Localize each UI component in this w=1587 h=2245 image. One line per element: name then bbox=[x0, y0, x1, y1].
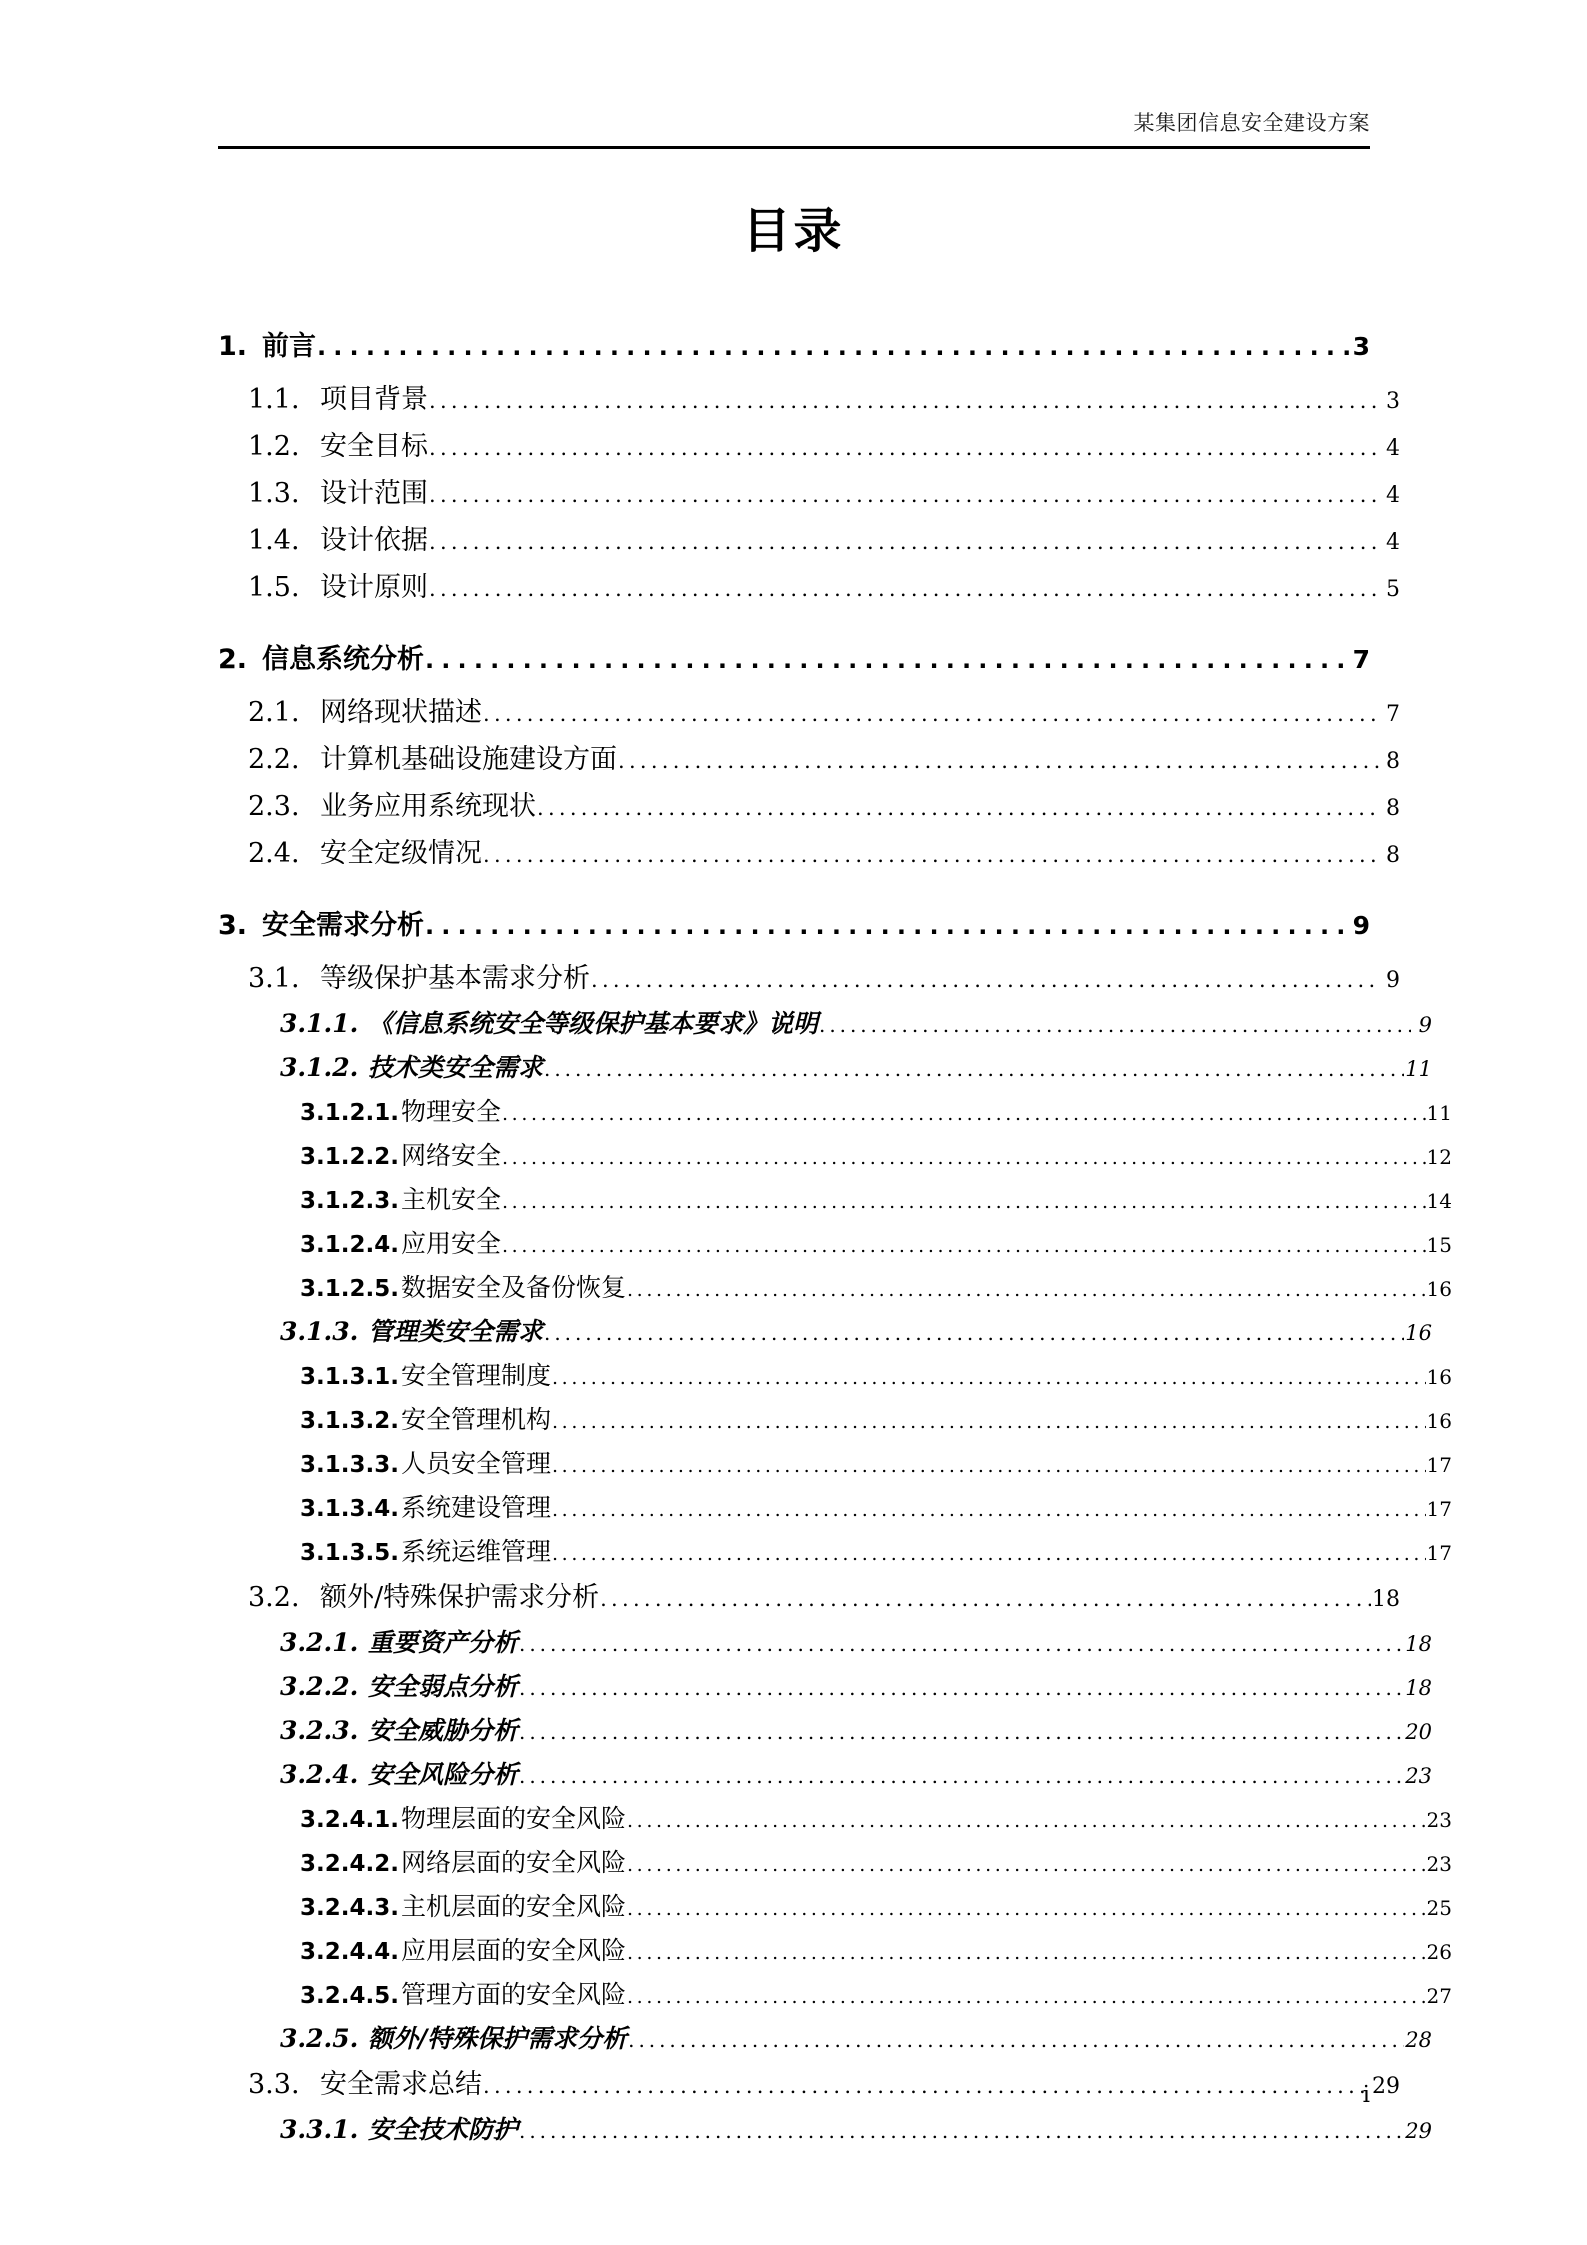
toc-entry-number: 3.2.4. bbox=[280, 1760, 359, 1789]
toc-entry[interactable] bbox=[218, 830, 1400, 877]
toc-entry-label: 数据安全及备份恢复 bbox=[400, 1273, 626, 1302]
toc-entry-page-number: 23 bbox=[1426, 1808, 1452, 1832]
toc-entry[interactable] bbox=[218, 783, 1400, 830]
toc-entry-number: 2.2. bbox=[248, 744, 300, 775]
toc-entry-label: 网络层面的安全风险 bbox=[400, 1848, 626, 1877]
toc-entry-label: 网络安全 bbox=[400, 1141, 501, 1170]
toc-leader-dots bbox=[429, 519, 1379, 566]
toc-entry-page-number: 9 bbox=[1386, 968, 1400, 993]
toc-entry-page-number: 17 bbox=[1426, 1453, 1452, 1477]
table-of-contents bbox=[218, 318, 1452, 2152]
toc-leader-dots bbox=[519, 1754, 1404, 1798]
toc-entry-page-number: 18 bbox=[1372, 1587, 1400, 1612]
toc-entry[interactable] bbox=[218, 1621, 1432, 1665]
toc-entry[interactable] bbox=[218, 1310, 1432, 1354]
toc-leader-dots bbox=[519, 1622, 1404, 1666]
toc-entry-page-number: 20 bbox=[1405, 1720, 1432, 1744]
toc-entry-page-number: 8 bbox=[1386, 843, 1400, 868]
toc-leader-dots bbox=[429, 472, 1379, 519]
toc-entry-number: 3.1.2.1. bbox=[300, 1100, 399, 1126]
toc-entry-number: 3.2.4.4. bbox=[300, 1939, 399, 1965]
toc-leader-dots bbox=[317, 318, 1349, 376]
toc-entry-number: 3.1.2.3. bbox=[300, 1188, 399, 1214]
toc-entry[interactable] bbox=[218, 1929, 1452, 1973]
toc-entry[interactable] bbox=[218, 1090, 1452, 1134]
toc-entry-page-number: 4 bbox=[1386, 436, 1400, 461]
toc-entry-number: 3.1.3.4. bbox=[300, 1496, 399, 1522]
toc-leader-dots bbox=[502, 1092, 1426, 1136]
toc-entry[interactable] bbox=[218, 1222, 1452, 1266]
toc-entry-number: 3.1.1. bbox=[280, 1009, 359, 1038]
toc-entry[interactable] bbox=[218, 1574, 1400, 1621]
toc-entry-number: 3.2.3. bbox=[280, 1716, 359, 1745]
toc-leader-dots bbox=[425, 897, 1349, 955]
toc-leader-dots bbox=[627, 1931, 1426, 1975]
toc-entry-page-number: 7 bbox=[1352, 645, 1370, 674]
toc-entry-number: 3.2.2. bbox=[280, 1672, 359, 1701]
toc-entry[interactable] bbox=[218, 1002, 1432, 1046]
toc-entry-label: 管理方面的安全风险 bbox=[400, 1980, 626, 2009]
toc-entry-label: 安全定级情况 bbox=[320, 838, 482, 869]
toc-entry-label: 设计依据 bbox=[320, 525, 428, 556]
toc-entry-page-number: 8 bbox=[1386, 796, 1400, 821]
toc-entry-label: 设计原则 bbox=[320, 572, 428, 603]
toc-entry-number: 3.1.3. bbox=[280, 1317, 359, 1346]
toc-entry[interactable] bbox=[218, 423, 1400, 470]
toc-entry-number: 3.1. bbox=[248, 963, 300, 994]
toc-leader-dots bbox=[618, 738, 1379, 785]
toc-entry-page-number: 9 bbox=[1352, 911, 1370, 940]
toc-entry[interactable] bbox=[218, 1665, 1432, 1709]
toc-entry[interactable] bbox=[218, 1442, 1452, 1486]
toc-entry-number: 3.2. bbox=[248, 1582, 300, 1613]
toc-entry-number: 3. bbox=[218, 910, 248, 941]
toc-leader-dots bbox=[502, 1180, 1426, 1224]
toc-entry-number: 3.1.2.2. bbox=[300, 1144, 399, 1170]
toc-leader-dots bbox=[627, 1843, 1426, 1887]
toc-entry-number: 1.1. bbox=[248, 384, 300, 415]
toc-entry-label: 安全目标 bbox=[320, 431, 428, 462]
toc-entry-number: 1. bbox=[218, 331, 248, 362]
toc-entry-page-number: 12 bbox=[1426, 1145, 1452, 1169]
toc-entry-number: 3.1.3.3. bbox=[300, 1452, 399, 1478]
toc-entry-page-number: 26 bbox=[1426, 1940, 1452, 1964]
toc-entry-label: 项目背景 bbox=[320, 384, 428, 415]
toc-leader-dots bbox=[552, 1356, 1426, 1400]
toc-leader-dots bbox=[519, 1666, 1404, 1710]
header-title: 某集团信息安全建设方案 bbox=[1133, 111, 1370, 135]
toc-leader-dots bbox=[544, 1047, 1404, 1091]
toc-entry-number: 1.2. bbox=[248, 431, 300, 462]
toc-entry[interactable] bbox=[218, 631, 1370, 689]
toc-entry-page-number: 16 bbox=[1405, 1321, 1432, 1345]
toc-entry[interactable] bbox=[218, 897, 1370, 955]
toc-leader-dots bbox=[819, 1003, 1411, 1047]
toc-entry-number: 3.1.3.1. bbox=[300, 1364, 399, 1390]
toc-leader-dots bbox=[552, 1400, 1426, 1444]
page-title: 目录 bbox=[742, 203, 845, 259]
toc-leader-dots bbox=[502, 1136, 1426, 1180]
toc-entry-label: 安全威胁分析 bbox=[368, 1716, 519, 1745]
toc-entry-label: 主机层面的安全风险 bbox=[400, 1892, 626, 1921]
toc-entry[interactable] bbox=[218, 2017, 1432, 2061]
toc-entry-label: 人员安全管理 bbox=[400, 1449, 551, 1478]
toc-entry-page-number: 28 bbox=[1405, 2028, 1432, 2052]
toc-entry-page-number: 16 bbox=[1426, 1409, 1452, 1433]
toc-entry-number: 3.2.4.3. bbox=[300, 1895, 399, 1921]
toc-entry-label: 系统运维管理 bbox=[400, 1537, 551, 1566]
toc-entry-number: 2.3. bbox=[248, 791, 300, 822]
toc-entry-page-number: 11 bbox=[1426, 1101, 1452, 1125]
toc-entry[interactable] bbox=[218, 1885, 1452, 1929]
toc-leader-dots bbox=[483, 832, 1379, 879]
toc-leader-dots bbox=[628, 2018, 1404, 2062]
toc-entry-number: 3.2.1. bbox=[280, 1628, 359, 1657]
toc-entry[interactable] bbox=[218, 1797, 1452, 1841]
toc-entry-label: 管理类安全需求 bbox=[368, 1317, 544, 1346]
toc-entry-page-number: 4 bbox=[1386, 530, 1400, 555]
toc-entry-label: 设计范围 bbox=[320, 478, 428, 509]
toc-entry[interactable] bbox=[218, 1753, 1432, 1797]
toc-entry[interactable] bbox=[218, 1841, 1452, 1885]
toc-entry[interactable] bbox=[218, 517, 1400, 564]
toc-leader-dots bbox=[627, 1268, 1426, 1312]
toc-leader-dots bbox=[429, 425, 1379, 472]
toc-entry-page-number: 17 bbox=[1426, 1541, 1452, 1565]
toc-leader-dots bbox=[600, 1576, 1371, 1623]
toc-entry-label: 额外/特殊保护需求分析 bbox=[368, 2024, 628, 2053]
toc-entry[interactable] bbox=[218, 1709, 1432, 1753]
toc-entry[interactable] bbox=[218, 564, 1400, 611]
toc-entry-label: 重要资产分析 bbox=[368, 1628, 519, 1657]
toc-leader-dots bbox=[519, 2109, 1404, 2153]
toc-entry-number: 3.2.4.2. bbox=[300, 1851, 399, 1877]
toc-leader-dots bbox=[544, 1311, 1404, 1355]
toc-entry-label: 计算机基础设施建设方面 bbox=[320, 744, 617, 775]
toc-entry[interactable] bbox=[218, 1046, 1432, 1090]
toc-entry-label: 物理层面的安全风险 bbox=[400, 1804, 626, 1833]
toc-entry[interactable] bbox=[218, 1398, 1452, 1442]
toc-entry-label: 业务应用系统现状 bbox=[320, 791, 536, 822]
toc-entry-number: 3.2.4.1. bbox=[300, 1807, 399, 1833]
toc-entry-page-number: 17 bbox=[1426, 1497, 1452, 1521]
toc-entry[interactable] bbox=[218, 1266, 1452, 1310]
toc-entry-page-number: 29 bbox=[1372, 2074, 1400, 2099]
toc-leader-dots bbox=[483, 691, 1379, 738]
toc-entry-page-number: 27 bbox=[1426, 1984, 1452, 2008]
toc-entry-label: 安全技术防护 bbox=[368, 2115, 519, 2144]
page-number: i bbox=[1362, 2082, 1370, 2108]
toc-entry-label: 安全需求总结 bbox=[320, 2069, 482, 2100]
toc-entry-label: 前言 bbox=[262, 331, 316, 362]
toc-entry-number: 1.4. bbox=[248, 525, 300, 556]
toc-leader-dots bbox=[502, 1224, 1426, 1268]
toc-entry-number: 3.3.1. bbox=[280, 2115, 359, 2144]
page-footer bbox=[218, 2080, 1370, 2110]
toc-entry-page-number: 23 bbox=[1405, 1764, 1432, 1788]
toc-entry-page-number: 7 bbox=[1386, 702, 1400, 727]
toc-entry[interactable] bbox=[218, 470, 1400, 517]
toc-entry-label: 安全管理机构 bbox=[400, 1405, 551, 1434]
toc-leader-dots bbox=[627, 1887, 1426, 1931]
toc-leader-dots bbox=[425, 631, 1349, 689]
toc-entry-page-number: 11 bbox=[1405, 1057, 1432, 1081]
toc-entry-page-number: 3 bbox=[1352, 332, 1370, 361]
toc-entry[interactable] bbox=[218, 736, 1400, 783]
toc-entry[interactable] bbox=[218, 1973, 1452, 2017]
toc-entry-number: 3.1.3.5. bbox=[300, 1540, 399, 1566]
toc-entry-number: 2.4. bbox=[248, 838, 300, 869]
toc-leader-dots bbox=[627, 1975, 1426, 2019]
toc-entry[interactable] bbox=[218, 955, 1400, 1002]
toc-leader-dots bbox=[537, 785, 1379, 832]
toc-entry-page-number: 8 bbox=[1386, 749, 1400, 774]
header-divider bbox=[218, 146, 1370, 149]
toc-entry-page-number: 9 bbox=[1418, 1013, 1432, 1037]
toc-leader-dots bbox=[429, 566, 1379, 613]
toc-entry[interactable] bbox=[218, 2108, 1432, 2152]
toc-entry[interactable] bbox=[218, 376, 1400, 423]
toc-entry[interactable] bbox=[218, 318, 1370, 376]
toc-entry-page-number: 5 bbox=[1386, 577, 1400, 602]
toc-entry-page-number: 25 bbox=[1426, 1896, 1452, 1920]
toc-entry[interactable] bbox=[218, 1354, 1452, 1398]
toc-entry-page-number: 16 bbox=[1426, 1277, 1452, 1301]
toc-leader-dots bbox=[519, 1710, 1404, 1754]
toc-leader-dots bbox=[627, 1799, 1426, 1843]
toc-entry-label: 主机安全 bbox=[400, 1185, 501, 1214]
toc-entry-page-number: 18 bbox=[1405, 1632, 1432, 1656]
toc-entry[interactable] bbox=[218, 689, 1400, 736]
toc-entry-label: 应用安全 bbox=[400, 1229, 501, 1258]
toc-entry-number: 3.1.2. bbox=[280, 1053, 359, 1082]
toc-entry-number: 3.1.2.5. bbox=[300, 1276, 399, 1302]
toc-entry-label: 物理安全 bbox=[400, 1097, 501, 1126]
toc-entry-number: 3.2.5. bbox=[280, 2024, 359, 2053]
toc-entry-label: 安全需求分析 bbox=[262, 910, 424, 941]
toc-entry-label: 应用层面的安全风险 bbox=[400, 1936, 626, 1965]
toc-entry-label: 网络现状描述 bbox=[320, 697, 482, 728]
toc-entry-label: 安全弱点分析 bbox=[368, 1672, 519, 1701]
toc-entry-label: 安全风险分析 bbox=[368, 1760, 519, 1789]
toc-leader-dots bbox=[552, 1444, 1426, 1488]
toc-entry-number: 3.3. bbox=[248, 2069, 300, 2100]
toc-leader-dots bbox=[591, 957, 1379, 1004]
toc-entry-page-number: 23 bbox=[1426, 1852, 1452, 1876]
toc-entry-number: 3.1.2.4. bbox=[300, 1232, 399, 1258]
toc-entry-label: 《信息系统安全等级保护基本要求》说明 bbox=[368, 1009, 819, 1038]
toc-entry-page-number: 4 bbox=[1386, 483, 1400, 508]
toc-entry-label: 额外/特殊保护需求分析 bbox=[320, 1582, 600, 1613]
toc-entry-page-number: 14 bbox=[1426, 1189, 1452, 1213]
toc-entry-label: 信息系统分析 bbox=[262, 644, 424, 675]
toc-leader-dots bbox=[429, 378, 1379, 425]
toc-entry-number: 2.1. bbox=[248, 697, 300, 728]
toc-entry-page-number: 15 bbox=[1426, 1233, 1452, 1257]
toc-entry-number: 3.1.3.2. bbox=[300, 1408, 399, 1434]
toc-entry-number: 1.3. bbox=[248, 478, 300, 509]
toc-entry-number: 1.5. bbox=[248, 572, 300, 603]
toc-entry-label: 系统建设管理 bbox=[400, 1493, 551, 1522]
toc-entry-page-number: 29 bbox=[1405, 2119, 1432, 2143]
toc-entry-label: 技术类安全需求 bbox=[368, 1053, 544, 1082]
toc-entry-number: 2. bbox=[218, 644, 248, 675]
toc-entry[interactable] bbox=[218, 1486, 1452, 1530]
toc-entry-page-number: 18 bbox=[1405, 1676, 1432, 1700]
toc-entry[interactable] bbox=[218, 1134, 1452, 1178]
toc-entry-label: 安全管理制度 bbox=[400, 1361, 551, 1390]
toc-entry[interactable] bbox=[218, 1530, 1452, 1574]
toc-entry-page-number: 16 bbox=[1426, 1365, 1452, 1389]
toc-entry-label: 等级保护基本需求分析 bbox=[320, 963, 590, 994]
toc-entry-number: 3.2.4.5. bbox=[300, 1983, 399, 2009]
toc-leader-dots bbox=[552, 1488, 1426, 1532]
toc-leader-dots bbox=[552, 1532, 1426, 1576]
toc-entry[interactable] bbox=[218, 1178, 1452, 1222]
page-header bbox=[218, 108, 1370, 150]
toc-entry-page-number: 3 bbox=[1386, 389, 1400, 414]
